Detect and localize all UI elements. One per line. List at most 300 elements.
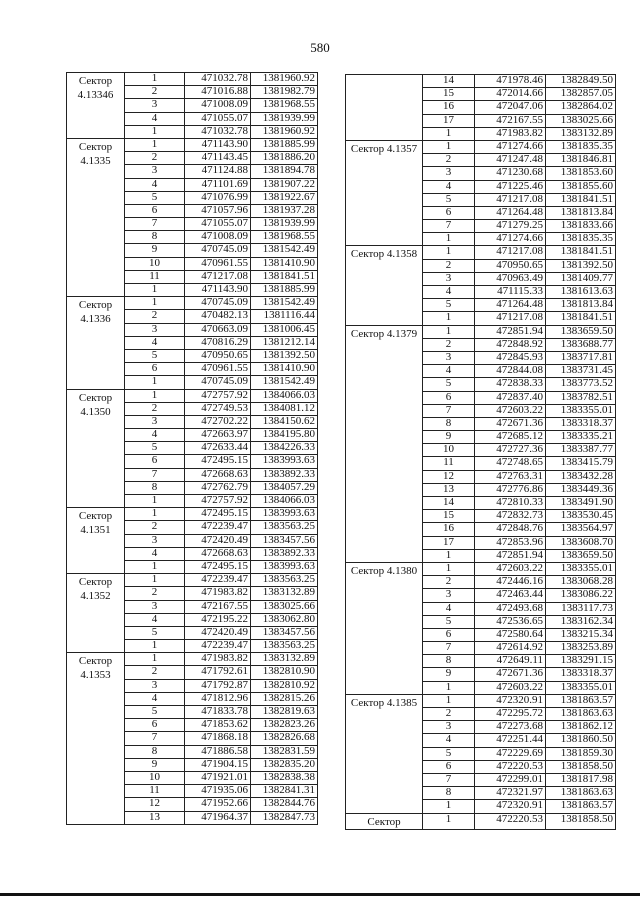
coordinate-y: 1383355.01 [546, 681, 616, 694]
coordinate-y: 1383291.15 [546, 655, 616, 668]
coordinate-x: 470816.29 [185, 336, 251, 349]
point-number: 3 [125, 415, 185, 428]
coordinate-y: 1381841.51 [546, 193, 616, 206]
point-number: 1 [125, 574, 185, 587]
coordinate-x: 471983.82 [185, 653, 251, 666]
point-number: 1 [125, 125, 185, 138]
coordinate-y: 1383335.21 [546, 431, 616, 444]
coordinate-y: 1383025.66 [546, 114, 616, 127]
point-number: 11 [125, 270, 185, 283]
point-number: 2 [423, 259, 475, 272]
point-number: 1 [423, 233, 475, 246]
coordinate-y: 1382847.73 [251, 811, 318, 824]
coordinate-y: 1381886.20 [251, 152, 318, 165]
point-number: 4 [125, 336, 185, 349]
coordinate-y: 1381410.90 [251, 257, 318, 270]
coordinate-x: 472493.68 [475, 602, 546, 615]
point-number: 9 [423, 431, 475, 444]
point-number: 17 [423, 536, 475, 549]
point-number: 1 [125, 73, 185, 86]
coordinate-x: 471055.07 [185, 112, 251, 125]
sector-name: Сектор 4.1379 [346, 325, 423, 562]
coordinate-x: 471921.01 [185, 771, 251, 784]
coordinate-y: 1381907.22 [251, 178, 318, 191]
coordinate-x: 472495.15 [185, 455, 251, 468]
coordinate-x: 472229.69 [475, 747, 546, 760]
sector-name: Сектор 4.1357 [346, 140, 423, 246]
coordinate-y: 1381813.84 [546, 299, 616, 312]
coordinate-x: 471143.90 [185, 284, 251, 297]
coordinate-y: 1381841.51 [251, 270, 318, 283]
coordinate-x: 471217.08 [475, 312, 546, 325]
coordinate-y: 1381835.35 [546, 233, 616, 246]
coordinate-y: 1381859.30 [546, 747, 616, 760]
point-number: 5 [125, 349, 185, 362]
coordinate-y: 1382835.20 [251, 758, 318, 771]
coordinate-x: 472239.47 [185, 521, 251, 534]
coordinate-x: 472848.76 [475, 523, 546, 536]
coordinate-x: 471101.69 [185, 178, 251, 191]
point-number: 6 [423, 760, 475, 773]
coordinate-x: 471264.48 [475, 299, 546, 312]
coordinate-x: 471868.18 [185, 732, 251, 745]
coordinate-y: 1383717.81 [546, 351, 616, 364]
coordinate-y: 1382810.92 [251, 679, 318, 692]
coordinate-x: 471983.82 [185, 587, 251, 600]
point-number: 6 [125, 204, 185, 217]
coordinate-x: 472668.63 [185, 468, 251, 481]
bottom-rule [0, 893, 640, 896]
point-number: 7 [423, 773, 475, 786]
sector-name: Сектор [346, 813, 423, 829]
coordinate-y: 1381885.99 [251, 138, 318, 151]
point-number: 3 [423, 351, 475, 364]
point-number: 1 [125, 138, 185, 151]
point-number: 5 [125, 191, 185, 204]
coordinate-x: 471225.46 [475, 180, 546, 193]
coordinate-y: 1383457.56 [251, 626, 318, 639]
table-row [346, 246, 616, 259]
point-number: 5 [125, 626, 185, 639]
point-number: 16 [423, 101, 475, 114]
coordinate-y: 1383608.70 [546, 536, 616, 549]
table-row [346, 694, 616, 707]
coordinate-y: 1383449.36 [546, 483, 616, 496]
coordinate-y: 1381939.99 [251, 218, 318, 231]
coordinate-y: 1381817.98 [546, 773, 616, 786]
point-number: 5 [423, 299, 475, 312]
point-number: 4 [125, 547, 185, 560]
coordinate-x: 472749.53 [185, 402, 251, 415]
coordinate-y: 1381968.55 [251, 231, 318, 244]
coordinate-x: 472320.91 [475, 800, 546, 813]
coordinate-y: 1383564.97 [546, 523, 616, 536]
point-number: 7 [423, 642, 475, 655]
table-row [67, 508, 318, 521]
coordinate-x: 472844.08 [475, 365, 546, 378]
point-number: 2 [125, 587, 185, 600]
coordinate-x: 472321.97 [475, 787, 546, 800]
coordinate-x: 471008.09 [185, 99, 251, 112]
sector-name: Сектор 4.13346 [67, 73, 125, 139]
point-number: 7 [423, 220, 475, 233]
coordinate-y: 1382857.05 [546, 88, 616, 101]
coordinate-x: 472851.94 [475, 549, 546, 562]
coordinate-x: 472446.16 [475, 576, 546, 589]
point-number: 4 [125, 613, 185, 626]
point-number: 1 [125, 508, 185, 521]
point-number: 1 [125, 653, 185, 666]
sector-name [346, 75, 423, 141]
coordinate-y: 1382810.90 [251, 666, 318, 679]
coordinate-x: 472810.33 [475, 497, 546, 510]
coordinate-y: 1382819.63 [251, 706, 318, 719]
coordinate-x: 472047.06 [475, 101, 546, 114]
coordinate-y: 1381960.92 [251, 125, 318, 138]
table-row [346, 813, 616, 829]
table-row [67, 297, 318, 310]
coordinate-x: 472295.72 [475, 708, 546, 721]
coordinate-y: 1381410.90 [251, 363, 318, 376]
coordinate-x: 471217.08 [475, 246, 546, 259]
coordinate-y: 1381006.45 [251, 323, 318, 336]
coordinate-x: 472633.44 [185, 442, 251, 455]
coordinate-y: 1381392.50 [546, 259, 616, 272]
coordinate-y: 1384057.29 [251, 481, 318, 494]
coordinate-x: 471952.66 [185, 798, 251, 811]
point-number: 13 [423, 483, 475, 496]
coordinate-x: 472420.49 [185, 534, 251, 547]
point-number: 3 [125, 323, 185, 336]
table-row [67, 389, 318, 402]
coordinate-x: 471833.78 [185, 706, 251, 719]
coordinate-y: 1381542.49 [251, 376, 318, 389]
coordinate-y: 1383132.89 [251, 587, 318, 600]
coordinate-y: 1382849.50 [546, 75, 616, 88]
coordinate-y: 1381542.49 [251, 297, 318, 310]
coordinate-x: 470745.09 [185, 297, 251, 310]
point-number: 1 [423, 813, 475, 829]
point-number: 3 [423, 721, 475, 734]
point-number: 1 [125, 376, 185, 389]
sector-name: Сектор 4.1351 [67, 508, 125, 574]
point-number: 1 [125, 640, 185, 653]
coordinate-y: 1381937.28 [251, 204, 318, 217]
point-number: 6 [423, 206, 475, 219]
coordinate-x: 472320.91 [475, 694, 546, 707]
coordinate-y: 1383563.25 [251, 640, 318, 653]
coordinate-y: 1383025.66 [251, 600, 318, 613]
coordinate-y: 1382826.68 [251, 732, 318, 745]
coordinate-x: 471886.58 [185, 745, 251, 758]
coordinate-x: 472853.96 [475, 536, 546, 549]
sector-name: Сектор 4.1358 [346, 246, 423, 325]
table-row [346, 75, 616, 88]
table-row [67, 73, 318, 86]
coordinate-y: 1383530.45 [546, 510, 616, 523]
point-number: 7 [125, 732, 185, 745]
coordinate-x: 471016.88 [185, 86, 251, 99]
coordinate-x: 470663.09 [185, 323, 251, 336]
point-number: 1 [423, 325, 475, 338]
coordinate-y: 1383318.37 [546, 668, 616, 681]
coordinate-y: 1381853.60 [546, 167, 616, 180]
coordinate-y: 1383132.89 [546, 127, 616, 140]
coordinate-y: 1381863.63 [546, 787, 616, 800]
coordinate-y: 1384150.62 [251, 415, 318, 428]
coordinate-y: 1383086.22 [546, 589, 616, 602]
sector-name: Сектор 4.1335 [67, 138, 125, 296]
point-number: 12 [423, 470, 475, 483]
point-number: 4 [423, 365, 475, 378]
coordinate-x: 471217.08 [475, 193, 546, 206]
point-number: 5 [125, 706, 185, 719]
coordinate-x: 471217.08 [185, 270, 251, 283]
point-number: 3 [423, 167, 475, 180]
point-number: 3 [125, 534, 185, 547]
coordinate-x: 471812.96 [185, 692, 251, 705]
coordinate-x: 471983.82 [475, 127, 546, 140]
point-number: 8 [125, 745, 185, 758]
point-number: 1 [125, 560, 185, 573]
coordinate-y: 1383387.77 [546, 444, 616, 457]
coordinate-x: 470745.09 [185, 244, 251, 257]
coordinate-x: 471274.66 [475, 233, 546, 246]
coordinate-y: 1383892.33 [251, 468, 318, 481]
point-number: 1 [423, 694, 475, 707]
coordinate-y: 1381863.63 [546, 708, 616, 721]
coordinate-y: 1381116.44 [251, 310, 318, 323]
coordinate-x: 472239.47 [185, 640, 251, 653]
coordinate-x: 471032.78 [185, 73, 251, 86]
coordinate-y: 1383162.34 [546, 615, 616, 628]
coordinate-y: 1382831.59 [251, 745, 318, 758]
coordinate-y: 1383068.28 [546, 576, 616, 589]
point-number: 6 [423, 628, 475, 641]
point-number: 1 [423, 549, 475, 562]
coordinate-x: 471124.88 [185, 165, 251, 178]
coordinate-y: 1383491.90 [546, 497, 616, 510]
point-number: 8 [125, 231, 185, 244]
coordinate-y: 1381863.57 [546, 800, 616, 813]
point-number: 4 [125, 178, 185, 191]
coordinate-x: 472832.73 [475, 510, 546, 523]
coordinate-x: 472603.22 [475, 562, 546, 575]
coordinate-y: 1382838.38 [251, 771, 318, 784]
point-number: 4 [423, 602, 475, 615]
point-number: 1 [125, 297, 185, 310]
page-number: 580 [310, 40, 330, 55]
coordinate-y: 1381858.50 [546, 760, 616, 773]
coordinate-x: 471143.45 [185, 152, 251, 165]
point-number: 9 [423, 668, 475, 681]
coordinate-y: 1383993.63 [251, 455, 318, 468]
table-row [346, 325, 616, 338]
point-number: 9 [125, 758, 185, 771]
coordinate-x: 471853.62 [185, 719, 251, 732]
sector-name: Сектор 4.1385 [346, 694, 423, 813]
coordinate-y: 1381960.92 [251, 73, 318, 86]
right-coordinates-table [345, 74, 616, 830]
point-number: 2 [423, 338, 475, 351]
coordinate-x: 472463.44 [475, 589, 546, 602]
point-number: 7 [423, 404, 475, 417]
coordinate-x: 470950.65 [475, 259, 546, 272]
point-number: 2 [125, 666, 185, 679]
point-number: 3 [125, 679, 185, 692]
coordinate-y: 1382815.26 [251, 692, 318, 705]
sector-name: Сектор 4.1353 [67, 653, 125, 824]
coordinate-x: 471792.87 [185, 679, 251, 692]
coordinate-y: 1381212.14 [251, 336, 318, 349]
coordinate-x: 472603.22 [475, 681, 546, 694]
point-number: 14 [423, 75, 475, 88]
coordinate-x: 472848.92 [475, 338, 546, 351]
point-number: 8 [423, 787, 475, 800]
coordinate-y: 1381858.50 [546, 813, 616, 829]
coordinate-x: 472014.66 [475, 88, 546, 101]
point-number: 5 [423, 193, 475, 206]
point-number: 5 [125, 442, 185, 455]
coordinate-x: 472685.12 [475, 431, 546, 444]
coordinate-x: 472851.94 [475, 325, 546, 338]
sector-name: Сектор 4.1352 [67, 574, 125, 653]
coordinate-x: 472495.15 [185, 508, 251, 521]
point-number: 15 [423, 88, 475, 101]
point-number: 2 [125, 521, 185, 534]
point-number: 6 [125, 719, 185, 732]
coordinate-x: 472727.36 [475, 444, 546, 457]
point-number: 3 [125, 165, 185, 178]
point-number: 6 [125, 363, 185, 376]
coordinate-x: 470482.13 [185, 310, 251, 323]
point-number: 1 [423, 246, 475, 259]
coordinate-y: 1383659.50 [546, 549, 616, 562]
coordinate-y: 1382823.26 [251, 719, 318, 732]
coordinate-x: 471792.61 [185, 666, 251, 679]
coordinate-y: 1381968.55 [251, 99, 318, 112]
coordinate-x: 471115.33 [475, 286, 546, 299]
coordinate-x: 471055.07 [185, 218, 251, 231]
point-number: 2 [423, 576, 475, 589]
coordinate-x: 472167.55 [185, 600, 251, 613]
point-number: 3 [125, 99, 185, 112]
coordinate-y: 1383432.28 [546, 470, 616, 483]
point-number: 1 [423, 127, 475, 140]
coordinate-x: 472195.22 [185, 613, 251, 626]
coordinate-x: 472671.36 [475, 417, 546, 430]
sector-name: Сектор 4.1336 [67, 297, 125, 389]
coordinate-y: 1383117.73 [546, 602, 616, 615]
point-number: 2 [423, 708, 475, 721]
coordinate-x: 472614.92 [475, 642, 546, 655]
coordinate-x: 472220.53 [475, 760, 546, 773]
point-number: 4 [423, 734, 475, 747]
point-number: 14 [423, 497, 475, 510]
coordinate-x: 472299.01 [475, 773, 546, 786]
coordinate-y: 1383731.45 [546, 365, 616, 378]
coordinate-y: 1383415.79 [546, 457, 616, 470]
coordinate-x: 472837.40 [475, 391, 546, 404]
point-number: 2 [125, 152, 185, 165]
point-number: 1 [423, 312, 475, 325]
coordinate-x: 471279.25 [475, 220, 546, 233]
coordinate-x: 472420.49 [185, 626, 251, 639]
coordinate-y: 1384195.80 [251, 429, 318, 442]
coordinate-y: 1381982.79 [251, 86, 318, 99]
coordinate-x: 472702.22 [185, 415, 251, 428]
point-number: 3 [125, 600, 185, 613]
coordinate-y: 1383659.50 [546, 325, 616, 338]
point-number: 8 [423, 655, 475, 668]
coordinate-x: 471143.90 [185, 138, 251, 151]
sector-name: Сектор 4.1380 [346, 562, 423, 694]
point-number: 1 [125, 495, 185, 508]
coordinate-x: 472748.65 [475, 457, 546, 470]
coordinate-x: 471076.99 [185, 191, 251, 204]
coordinate-x: 472167.55 [475, 114, 546, 127]
point-number: 1 [423, 140, 475, 153]
coordinate-x: 471274.66 [475, 140, 546, 153]
coordinate-y: 1382844.76 [251, 798, 318, 811]
point-number: 6 [125, 455, 185, 468]
coordinate-y: 1382841.31 [251, 785, 318, 798]
coordinate-y: 1381922.67 [251, 191, 318, 204]
coordinate-y: 1381939.99 [251, 112, 318, 125]
coordinate-x: 471264.48 [475, 206, 546, 219]
point-number: 11 [125, 785, 185, 798]
coordinate-y: 1381835.35 [546, 140, 616, 153]
coordinate-y: 1383993.63 [251, 508, 318, 521]
coordinate-y: 1381862.12 [546, 721, 616, 734]
coordinate-y: 1384066.03 [251, 389, 318, 402]
coordinate-y: 1383773.52 [546, 378, 616, 391]
point-number: 2 [423, 154, 475, 167]
coordinate-y: 1381613.63 [546, 286, 616, 299]
point-number: 16 [423, 523, 475, 536]
coordinate-x: 470745.09 [185, 376, 251, 389]
coordinate-y: 1381860.50 [546, 734, 616, 747]
coordinate-y: 1381841.51 [546, 246, 616, 259]
coordinate-y: 1383318.37 [546, 417, 616, 430]
coordinate-y: 1381409.77 [546, 272, 616, 285]
coordinate-x: 470961.55 [185, 363, 251, 376]
coordinate-x: 472663.97 [185, 429, 251, 442]
coordinate-y: 1381833.66 [546, 220, 616, 233]
point-number: 1 [423, 562, 475, 575]
coordinate-x: 471032.78 [185, 125, 251, 138]
coordinate-y: 1381841.51 [546, 312, 616, 325]
coordinate-x: 472273.68 [475, 721, 546, 734]
coordinate-x: 472649.11 [475, 655, 546, 668]
point-number: 8 [125, 481, 185, 494]
coordinate-y: 1382864.02 [546, 101, 616, 114]
table-row [67, 574, 318, 587]
coordinate-y: 1383782.51 [546, 391, 616, 404]
coordinate-y: 1383215.34 [546, 628, 616, 641]
coordinate-y: 1383253.89 [546, 642, 616, 655]
coordinate-x: 471008.09 [185, 231, 251, 244]
coordinate-x: 471230.68 [475, 167, 546, 180]
point-number: 9 [125, 244, 185, 257]
point-number: 6 [423, 391, 475, 404]
point-number: 4 [125, 429, 185, 442]
coordinate-y: 1383355.01 [546, 404, 616, 417]
point-number: 5 [423, 747, 475, 760]
point-number: 5 [423, 378, 475, 391]
coordinate-y: 1381885.99 [251, 284, 318, 297]
point-number: 4 [423, 180, 475, 193]
